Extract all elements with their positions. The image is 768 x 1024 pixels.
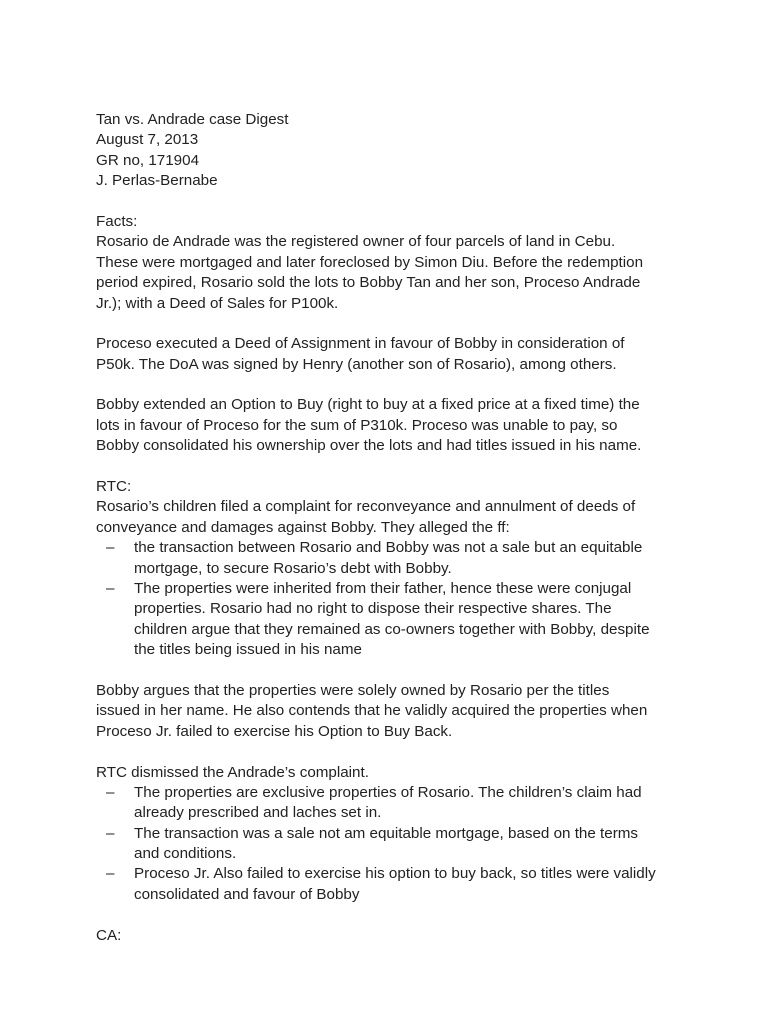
facts-paragraph-3 [96, 395, 676, 456]
text-line: The properties are exclusive properties of Rosario. The children’s claim had [134, 783, 642, 801]
dash-bullet: – [106, 579, 115, 597]
text-line: lots in favour of Proceso for the sum of P310k. Proceso was unable to pay, so [96, 416, 618, 434]
spacer [96, 375, 676, 395]
list-item [106, 783, 676, 824]
text-line: Proceso executed a Deed of Assignment in favour of Bobby in consideration of [96, 335, 625, 353]
gr-number: GR no, 171904 [96, 151, 200, 169]
spacer [96, 661, 676, 681]
text-line: the transaction between Rosario and Bobby was not a sale but an equitable [134, 539, 643, 557]
case-date: August 7, 2013 [96, 131, 199, 149]
dash-bullet: – [106, 783, 115, 801]
text-line: issued in her name. He also contends that he validly acquired the properties when [96, 702, 648, 720]
document-page [96, 110, 676, 946]
text-line: conveyance and damages against Bobby. They alleged the ff: [96, 518, 510, 536]
spacer [96, 905, 676, 925]
dash-bullet: – [106, 824, 115, 842]
spacer [96, 314, 676, 334]
case-title: Tan vs. Andrade case Digest [96, 111, 289, 128]
rtc-dismissal: RTC dismissed the Andrade’s complaint. [96, 763, 369, 781]
spacer [96, 192, 676, 212]
text-line: Proceso Jr. failed to exercise his Option to Buy Back. [96, 722, 453, 740]
text-line: mortgage, to secure Rosario’s debt with Bobby. [134, 559, 452, 577]
list-item [106, 538, 676, 579]
text-line: already prescribed and laches set in. [134, 804, 382, 822]
facts-paragraph-1 [96, 232, 676, 314]
text-line: children argue that they remained as co-owners together with Bobby, despite [134, 620, 650, 638]
text-line: Jr.); with a Deed of Sales for P100k. [96, 294, 339, 312]
text-line: period expired, Rosario sold the lots to Bobby Tan and her son, Proceso Andrade [96, 274, 641, 292]
dash-bullet: – [106, 865, 115, 883]
text-line: Rosario’s children filed a complaint for reconveyance and annulment of deeds of [96, 498, 636, 516]
text-line: Bobby extended an Option to Buy (right to buy at a fixed price at a fixed time) the [96, 396, 640, 414]
text-line: Rosario de Andrade was the registered owner of four parcels of land in Cebu. [96, 233, 616, 251]
rulings-list [96, 783, 676, 905]
text-line: The transaction was a sale not am equitable mortgage, based on the terms [134, 824, 639, 842]
list-item [106, 579, 676, 661]
facts-paragraph-2 [96, 334, 676, 375]
text-line: Bobby argues that the properties were solely owned by Rosario per the titles [96, 681, 610, 699]
text-line: the titles being issued in his name [134, 641, 362, 659]
text-line: Proceso Jr. Also failed to exercise his option to buy back, so titles were validly [134, 865, 656, 883]
bobby-argument [96, 681, 676, 742]
text-line: These were mortgaged and later foreclosed by Simon Diu. Before the redemption [96, 253, 644, 271]
text-line: consolidated and favour of Bobby [134, 885, 360, 903]
allegations-list [96, 538, 676, 660]
text-line: properties. Rosario had no right to dispose their respective shares. The [134, 600, 612, 618]
ca-heading: CA: [96, 926, 122, 944]
text-line: The properties were inherited from their father, hence these were conjugal [134, 579, 632, 597]
dash-bullet: – [106, 539, 115, 557]
rtc-heading: RTC: [96, 478, 132, 496]
ponente: J. Perlas-Bernabe [96, 172, 218, 190]
text-line: P50k. The DoA was signed by Henry (another son of Rosario), among others. [96, 355, 617, 373]
facts-heading: Facts: [96, 212, 138, 230]
spacer [96, 457, 676, 477]
text-line: Bobby consolidated his ownership over the lots and had titles issued in his name. [96, 437, 642, 455]
spacer [96, 742, 676, 762]
list-item [106, 824, 676, 865]
list-item [106, 864, 676, 905]
rtc-intro [96, 497, 676, 538]
text-line: and conditions. [134, 845, 237, 863]
